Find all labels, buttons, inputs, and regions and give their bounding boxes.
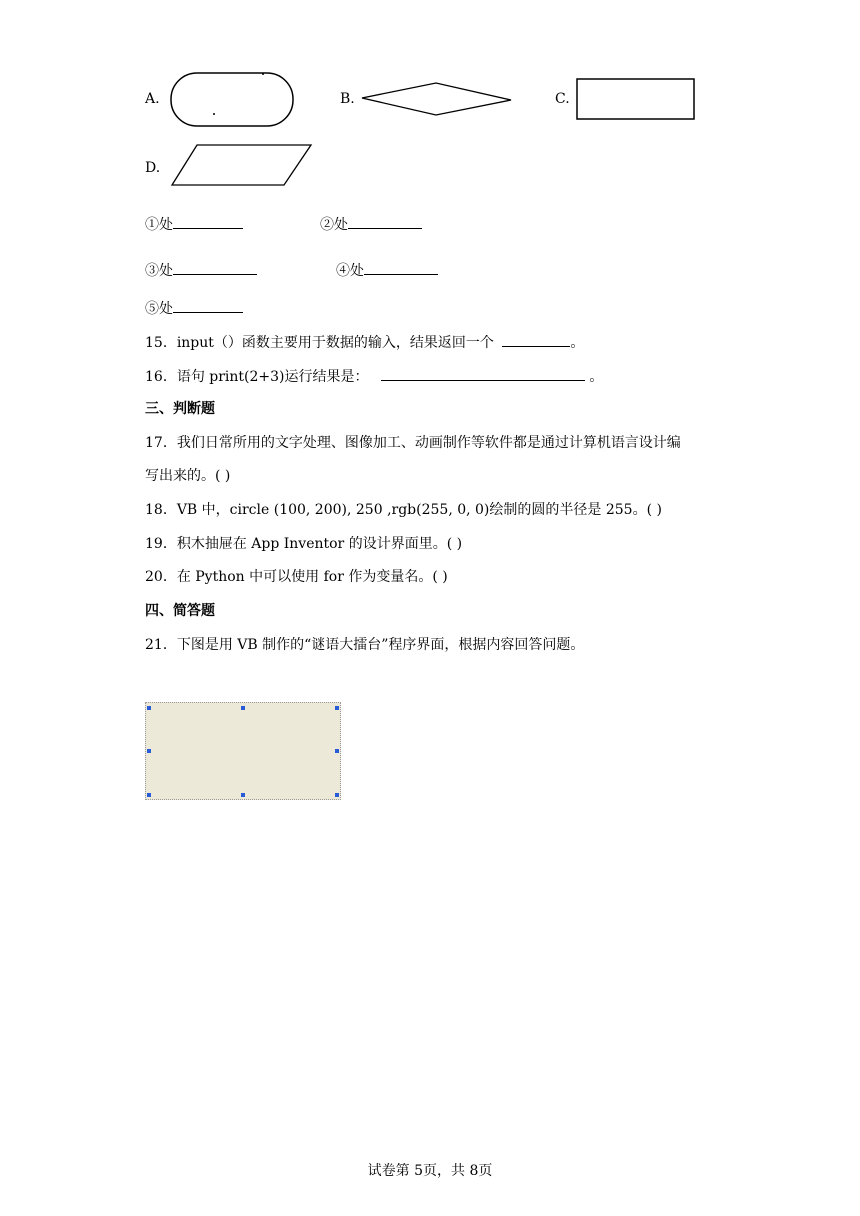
- blank-4-label: ④处: [336, 263, 364, 279]
- question-15-end: 。: [570, 335, 585, 351]
- vb-form-canvas: [145, 702, 341, 800]
- question-15: [145, 332, 584, 353]
- question-21: 21．下图是用 VB 制作的“谜语大擂台”程序界面，根据内容回答问题。: [145, 637, 585, 653]
- blank-3-line[interactable]: [173, 260, 257, 275]
- resize-handle[interactable]: [241, 793, 245, 797]
- blank-5-label: ⑤处: [145, 301, 173, 317]
- blank-5: [145, 298, 243, 319]
- resize-handle[interactable]: [335, 749, 339, 753]
- blank-4-line[interactable]: [364, 260, 438, 275]
- section-4-heading: 四、简答题: [145, 603, 215, 619]
- decision-diamond-icon: [360, 82, 514, 116]
- blank-2: [320, 214, 422, 235]
- blank-2-line[interactable]: [348, 214, 422, 229]
- question-16: [145, 366, 603, 387]
- option-d-label: D.: [145, 160, 161, 176]
- page-footer: 试卷第 5页，共 8页: [367, 1163, 493, 1179]
- terminal-shape-icon: [170, 72, 294, 128]
- blank-5-line[interactable]: [173, 298, 243, 313]
- question-18: 18．VB 中，circle (100, 200), 250 ,rgb(255, 0, 0)绘制的圆的半径是 255。( ): [145, 502, 662, 518]
- resize-handle[interactable]: [147, 706, 151, 710]
- question-16-blank[interactable]: [381, 366, 585, 381]
- option-a-label: A.: [145, 91, 160, 107]
- question-15-text: 15．input（）函数主要用于数据的输入，结果返回一个: [145, 335, 494, 351]
- process-rectangle-icon: [576, 78, 696, 122]
- resize-handle[interactable]: [147, 749, 151, 753]
- question-15-blank[interactable]: [502, 332, 570, 347]
- question-20: 20．在 Python 中可以使用 for 作为变量名。( ): [145, 569, 448, 585]
- option-c-label: C.: [555, 91, 570, 107]
- blank-2-label: ②处: [320, 217, 348, 233]
- question-16-end: 。: [589, 369, 604, 385]
- question-17-line-1: 17．我们日常所用的文字处理、图像加工、动画制作等软件都是通过计算机语言设计编: [145, 435, 681, 451]
- question-17-line-2: 写出来的。( ): [145, 468, 231, 484]
- option-b-label: B.: [340, 91, 355, 107]
- resize-handle[interactable]: [241, 706, 245, 710]
- blank-1: [145, 214, 243, 235]
- blank-4: [336, 260, 438, 281]
- question-16-text: 16．语句 print(2+3)运行结果是：: [145, 369, 369, 385]
- io-parallelogram-icon: [170, 143, 315, 189]
- resize-handle[interactable]: [335, 706, 339, 710]
- resize-handle[interactable]: [147, 793, 151, 797]
- question-19: 19．积木抽屉在 App Inventor 的设计界面里。( ): [145, 536, 463, 552]
- section-3-heading: 三、判断题: [145, 401, 215, 417]
- blank-3-label: ③处: [145, 263, 173, 279]
- blank-1-line[interactable]: [173, 214, 243, 229]
- resize-handle[interactable]: [335, 793, 339, 797]
- blank-3: [145, 260, 257, 281]
- blank-1-label: ①处: [145, 217, 173, 233]
